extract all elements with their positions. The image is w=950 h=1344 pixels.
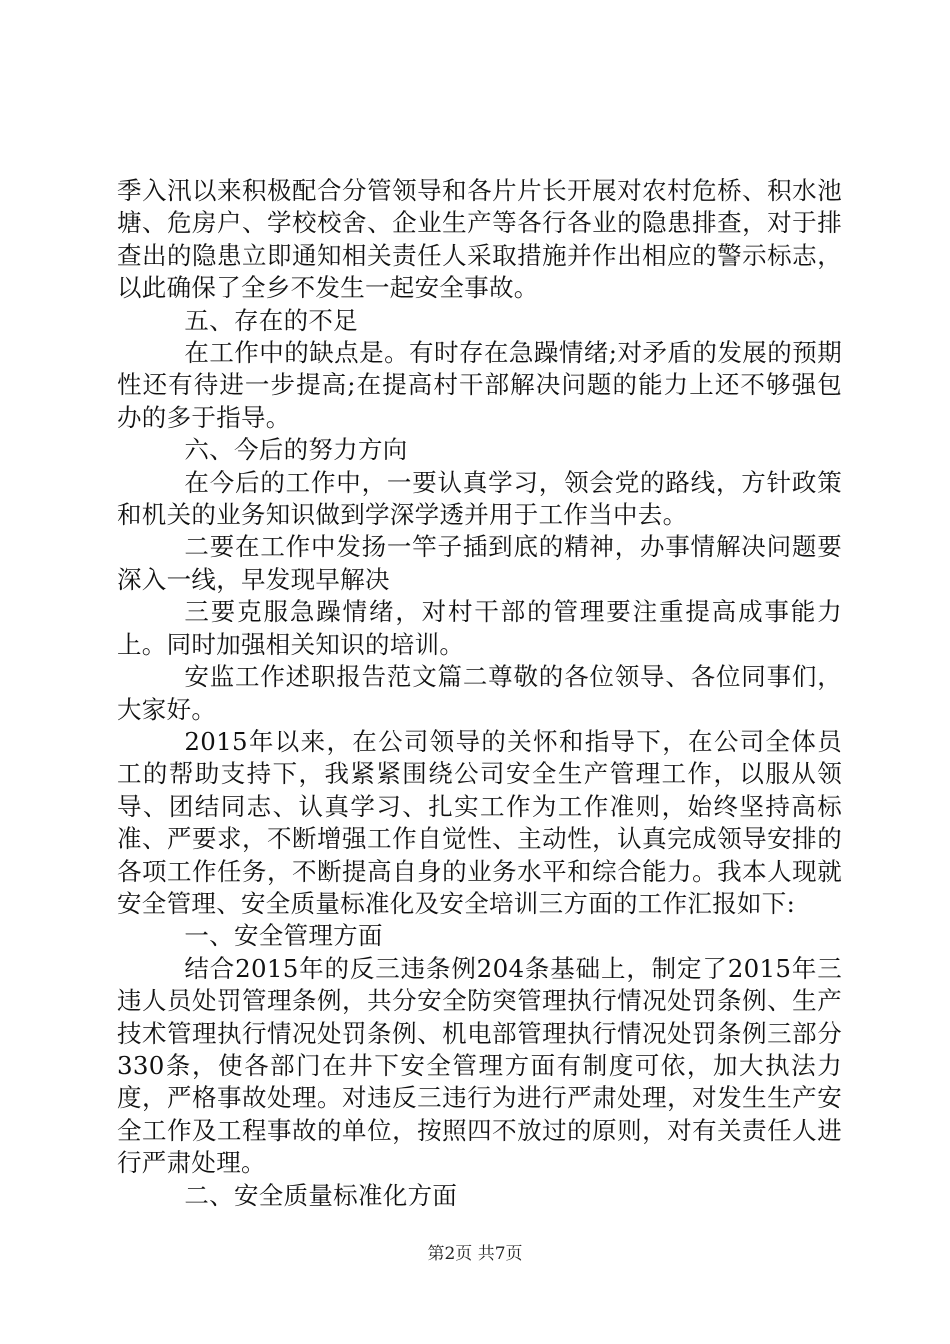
section-heading-shortcomings: 五、存在的不足 bbox=[184, 305, 358, 335]
paragraph-5: 在今后的工作中，一要认真学习，领会党的路线，方针政策和机关的业务知识做到学深学透并用于工作当中去。 bbox=[117, 467, 842, 530]
paragraph-7: 三要克服急躁情绪，对村干部的管理要注重提高成事能力上。同时加强相关知识的培训。 bbox=[117, 597, 842, 659]
section-heading-safety-management: 一、安全管理方面 bbox=[184, 921, 383, 951]
paragraph-3: 在工作中的缺点是。有时存在急躁情绪;对矛盾的发展的预期性还有待进一步提高;在提高村干部解决问题的能力上还不够强包办的多于指导。 bbox=[117, 338, 842, 432]
paragraph-6: 二要在工作中发扬一竿子插到底的精神，办事情解决问题要深入一线，早发现早解决 bbox=[117, 532, 842, 594]
paragraph-8: 安监工作述职报告范文篇二尊敬的各位领导、各位同事们，大家好。 bbox=[117, 662, 842, 724]
section-heading-quality-standard: 二、安全质量标准化方面 bbox=[184, 1180, 458, 1210]
paragraph-9: 2015年以来，在公司领导的关怀和指导下，在公司全体员工的帮助支持下，我紧紧围绕公司安全生产管理工作，以服从领导、团结同志、认真学习、扎实工作为工作准则，始终坚持高标准、严要求，不断增强工作自觉性、主动性，认真完成领导安排的各项工作任务，不断提高自身的业务水平和综合能力。我本人现就安全管理、安全质量标准化及安全培训三方面的工作汇报如下: bbox=[117, 726, 842, 918]
paragraph-11: 结合2015年的反三违条例204条基础上，制定了2015年三违人员处罚管理条例，共分安全防突管理执行情况处罚条例、生产技术管理执行情况处罚条例、机电部管理执行情况处罚条例三部分330条，使各部门在井下安全管理方面有制度可依，加大执法力度，严格事故处理。对违反三违行为进行严肃处理，对发生生产安全工作及工程事故的单位，按照四不放过的原则，对有关责任人进行严肃处理。 bbox=[117, 953, 842, 1178]
document-body bbox=[117, 175, 842, 1212]
section-heading-future-direction: 六、今后的努力方向 bbox=[184, 435, 408, 465]
page-number-footer: 第2页 共7页 bbox=[427, 1244, 523, 1264]
paragraph-1: 季入汛以来积极配合分管领导和各片片长开展对农村危桥、积水池塘、危房户、学校校舍、企业生产等各行各业的隐患排查，对于排查出的隐患立即通知相关责任人采取措施并作出相应的警示标志，以此确保了全乡不发生一起安全事故。 bbox=[117, 176, 842, 303]
